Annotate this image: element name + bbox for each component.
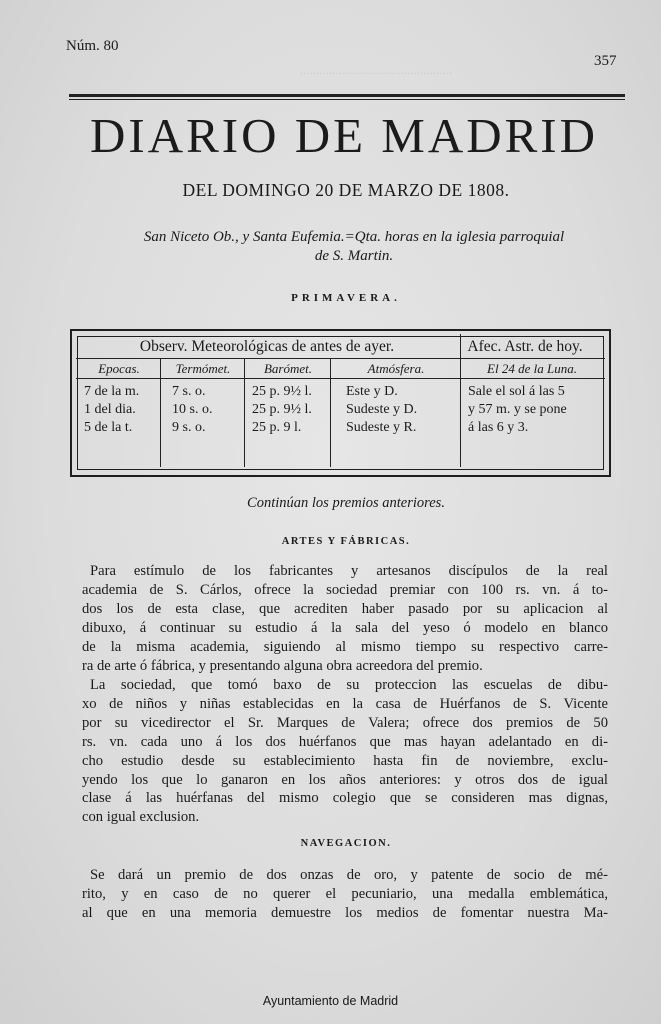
saints-line-1: San Niceto Ob., y Santa Eufemia.=Qta. horas en la iglesia parroquial <box>143 229 565 245</box>
bleed-through-text: ............................................... <box>300 62 453 77</box>
row-2-termo: 10 s. o. <box>172 402 213 417</box>
text-line: dos los de esta clase, que acrediten haber pasado por su aplicacion al <box>82 600 608 617</box>
section-title-artes: ARTES Y FÁBRICAS. <box>281 536 411 547</box>
table-rule <box>76 378 605 379</box>
text-line: Para estímulo de los fabricantes y artesanos discípulos de la real <box>90 563 608 579</box>
row-2-atmos: Sudeste y D. <box>346 402 418 417</box>
table-rule <box>76 358 605 359</box>
text-line: con igual exclusion. <box>82 809 200 826</box>
season-heading: PRIMAVERA. <box>291 292 401 304</box>
astronomy-title: Afec. Astr. de hoy. <box>467 338 583 355</box>
page-number: 357 <box>594 53 617 69</box>
table-column-divider <box>244 358 245 467</box>
text-line: rito, y en caso de no querer el pecuniario, una medalla emblemática, <box>82 885 608 902</box>
row-1-atmos: Este y D. <box>346 384 398 399</box>
text-line: cho estudio desde su establecimiento hasta fin de noviembre, exclu- <box>82 752 608 769</box>
text-line: al que en una memoria demuestre los medios de fomentar nuestra Ma- <box>82 904 608 921</box>
row-3-epoca: 5 de la t. <box>84 420 133 435</box>
dateline: DEL DOMINGO 20 DE MARZO DE 1808. <box>182 180 510 200</box>
row-3-baro: 25 p. 9 l. <box>252 420 302 435</box>
saints-of-the-day <box>80 228 628 266</box>
astr-line-2: y 57 m. y se pone <box>468 402 567 417</box>
observations-title: Observ. Meteorológicas de antes de ayer. <box>139 338 395 355</box>
text-line: Se dará un premio de dos onzas de oro, y patente de socio de mé- <box>90 867 608 883</box>
text-line: yendo los que lo ganaron en los años anteriores: y otros dos de igual <box>82 771 608 788</box>
row-1-epoca: 7 de la m. <box>84 384 140 399</box>
row-2-baro: 25 p. 9½ l. <box>252 402 312 417</box>
masthead-title: DIARIO DE MADRID <box>89 108 599 163</box>
text-line: La sociedad, que tomó baxo de su proteccion las escuelas de dibu- <box>90 677 608 693</box>
table-column-divider <box>330 358 331 467</box>
text-line: xo de niños y niñas establecidas en la casa de Huérfanos de S. Vicente <box>82 695 608 712</box>
artes-paragraph-1 <box>82 562 608 675</box>
top-rule <box>69 94 625 97</box>
saints-line-2: de S. Martin. <box>314 248 394 264</box>
text-line: academia de S. Cárlos, ofrece la sociedad premiar con 100 rs. vn. á to- <box>82 581 608 598</box>
text-line: ra de arte ó fábrica, y presentando alguna obra acreedora del premio. <box>82 657 483 674</box>
row-1-termo: 7 s. o. <box>172 384 206 399</box>
astr-line-3: á las 6 y 3. <box>468 420 529 435</box>
column-header-termometro: Termómet. <box>175 361 231 376</box>
column-header-luna: El 24 de la Luna. <box>487 361 577 376</box>
text-line: por su vicedirector el Sr. Marques de Valera; ofrece dos premios de 50 <box>82 714 608 731</box>
navegacion-paragraph-1 <box>82 866 608 923</box>
archive-watermark: Ayuntamiento de Madrid <box>262 994 399 1008</box>
row-3-termo: 9 s. o. <box>172 420 206 435</box>
column-header-atmosfera: Atmósfera. <box>367 361 425 376</box>
text-line: rs. vn. cada uno á los dos huérfanos que mas hayan adelantado en di- <box>82 733 608 750</box>
issue-number: Núm. 80 <box>66 38 119 54</box>
top-rule-thin <box>69 99 625 100</box>
table-column-divider <box>460 334 461 467</box>
text-line: clase á las huérfanas del mismo colegio que se consideren mas dignas, <box>82 790 608 807</box>
table-column-divider <box>160 358 161 467</box>
astr-line-1: Sale el sol á las 5 <box>468 384 565 399</box>
weather-table <box>70 329 611 477</box>
premios-note: Continúan los premios anteriores. <box>247 495 445 511</box>
text-line: de la misma academia, siguiendo al mismo tiempo su respectivo carre- <box>82 638 608 655</box>
column-header-barometro: Barómet. <box>263 361 313 376</box>
row-3-atmos: Sudeste y R. <box>346 420 417 435</box>
row-1-baro: 25 p. 9½ l. <box>252 384 312 399</box>
row-2-epoca: 1 del dia. <box>84 402 136 417</box>
section-title-navegacion: NAVEGACION. <box>300 838 392 849</box>
artes-paragraph-2 <box>82 676 608 827</box>
column-header-epocas: Epocas. <box>98 361 140 376</box>
text-line: dibuxo, á continuar su estudio á la sala del yeso ó modelo en blanco <box>82 619 608 636</box>
